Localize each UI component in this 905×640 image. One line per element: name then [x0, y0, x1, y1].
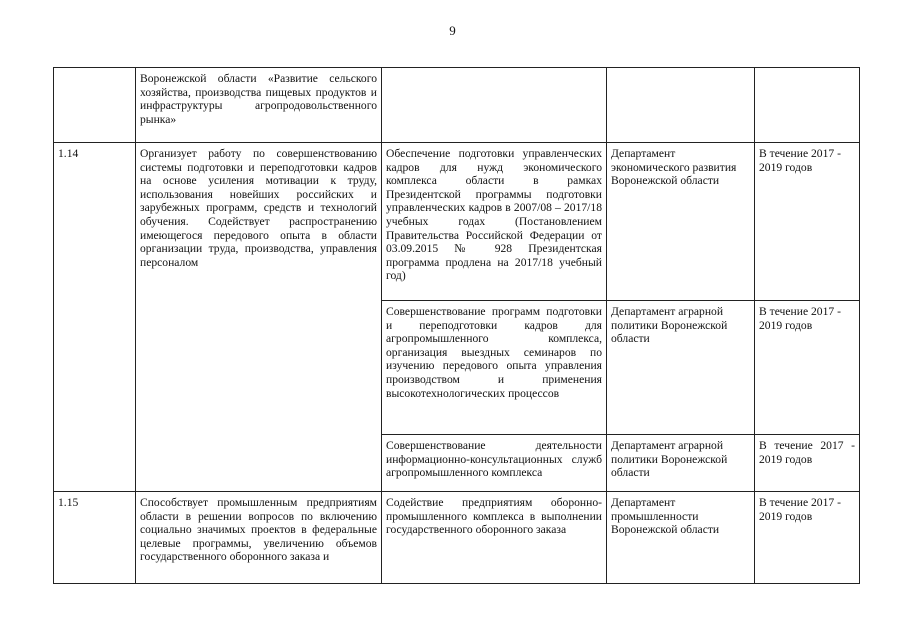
table-row	[54, 68, 860, 143]
term-cell: В течение 2017 - 2019 годов	[755, 492, 860, 584]
measures-table	[53, 67, 860, 584]
activity-cell: Обеспечение подготовки управленческих кадров для нужд экономического комплекса области в рамках Президентской программы подготовки управленческих кадров в 2007/08 – 2017/18 учебных годах (Постановлением Правительства Российской Федерации от 03.09.2015 № 928 Президентская программа продлена на 2017/18 учебный год)	[382, 143, 607, 301]
activity-cell	[382, 68, 607, 143]
activity-cell: Содействие предприятиям оборонно-промышленного комплекса в выполнении государственного оборонного заказа	[382, 492, 607, 584]
item-number-cell: 1.14	[54, 143, 136, 492]
table-row	[54, 492, 860, 584]
page-number: 9	[449, 23, 456, 38]
item-number-cell	[54, 68, 136, 143]
executor-cell: Департамент аграрной политики Воронежской области	[607, 435, 755, 492]
term-cell: В течение 2017 - 2019 годов	[755, 301, 860, 435]
activity-cell: Совершенствование деятельности информационно-консультационных служб агропромышленного комплекса	[382, 435, 607, 492]
activity-cell: Совершенствование программ подготовки и переподготовки кадров для агропромышленного комплекса, организация выездных семинаров по изучению передового опыта управления производством и применения высокотехнологических процессов	[382, 301, 607, 435]
term-cell	[755, 68, 860, 143]
executor-cell	[607, 68, 755, 143]
task-cell: Организует работу по совершенствованию системы подготовки и переподготовки кадров на основе усиления мотивации к труду, использования новейших российских и зарубежных программ, средств и технологий обучения. Содействует распространению имеющегося передового опыта в области организации труда, производства, управления персоналом	[136, 143, 382, 492]
executor-cell: Департамент промышленности Воронежской области	[607, 492, 755, 584]
executor-cell: Департамент аграрной политики Воронежской области	[607, 301, 755, 435]
executor-cell: Департамент экономического развития Воронежской области	[607, 143, 755, 301]
task-cell: Способствует промышленным предприятиям области в решении вопросов по включению социально значимых проектов в федеральные целевые программы, увеличению объемов государственного оборонного заказа и	[136, 492, 382, 584]
term-cell: В течение 2017 - 2019 годов	[755, 143, 860, 301]
task-cell: Воронежской области «Развитие сельского хозяйства, производства пищевых продуктов и инфраструктуры агропродовольственного рынка»	[136, 68, 382, 143]
term-cell: В течение 2017 - 2019 годов	[755, 435, 860, 492]
item-number-cell: 1.15	[54, 492, 136, 584]
table-row	[54, 143, 860, 301]
